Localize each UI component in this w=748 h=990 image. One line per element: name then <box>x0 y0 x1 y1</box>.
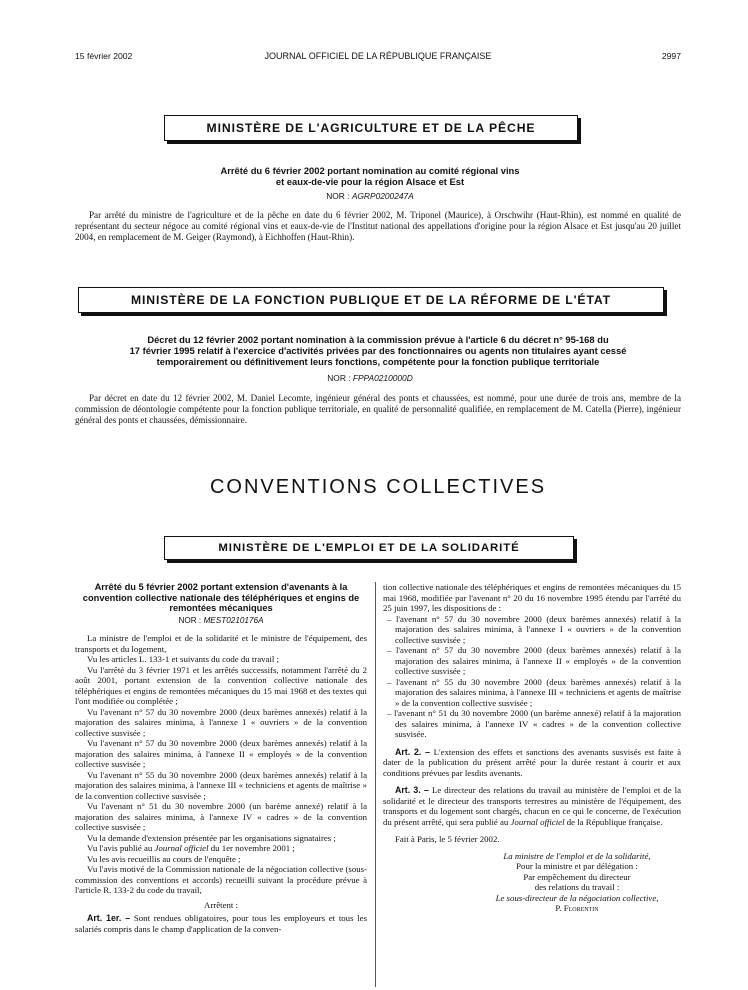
decret-title-line3: temporairement ou définitivement leurs fonctions, compétente pour la fonction publique territoriale <box>156 356 600 367</box>
paragraph: La ministre de l'emploi et de la solidarité et le ministre de l'équipement, des transports et du logement, <box>75 633 367 654</box>
list-item: – l'avenant n° 51 du 30 novembre 2000 (un barème annexé) relatif à la majoration des salaires minima, à l'annexe IV « cadres » de la convention collective susvisée. <box>387 708 681 739</box>
article-2-label: Art. 2. – <box>395 746 431 757</box>
signature-line2: Par empêchement du directeur <box>523 871 631 882</box>
article-1-label: Art. 1er. – <box>87 913 131 923</box>
ministry-emploi-title: MINISTÈRE DE L'EMPLOI ET DE LA SOLIDARITÉ <box>218 542 520 554</box>
arrete-agriculture-title-line1: Arrêté du 6 février 2002 portant nomination au comité régional vins <box>220 165 520 176</box>
nor-fonction-publique <box>150 373 590 383</box>
done-at: Fait à Paris, le 5 février 2002. <box>395 834 500 844</box>
nor-emploi <box>75 616 367 627</box>
decret-title-line2: 17 février 1995 relatif à l'exercice d'activités privées par des fonctionnaires ou agents non titulaires ayant cessé <box>129 345 627 356</box>
signature-role <box>383 893 681 904</box>
nor-agriculture <box>150 191 590 201</box>
nor-fonction-publique-code: FPPA0210000D <box>352 373 413 383</box>
header-page-number: 2997 <box>661 51 681 61</box>
signature-role-text: Le sous-directeur de la négociation collective, <box>495 892 659 903</box>
article-3-text-a: Le directeur des relations du travail au ministère de l'emploi et de la solidarité et le directeur des transports terrestres au ministère de l'équipement, des transports et du logement sont chargés, chacun en ce qui le concerne, de l'exécution du présent arrêté, qui sera publié au <box>383 785 681 827</box>
list-item: – l'avenant n° 55 du 30 novembre 2000 (deux barèmes annexés) relatif à la majoration des salaires minima, à l'annexe III « techniciens et agents de maîtrise » de la convention collective susvisée ; <box>387 676 681 708</box>
right-column <box>383 582 681 914</box>
signature-name <box>383 903 681 914</box>
ministry-agriculture-box <box>164 115 578 141</box>
paragraph: Vu l'avenant n° 55 du 30 novembre 2000 (deux barèmes annexés) relatif à la majoration des salaires minima, à l'annexe III « techniciens et agents de maîtrise » de la convention collective susvisée ; <box>75 769 367 801</box>
ministry-agriculture-title: MINISTÈRE DE L'AGRICULTURE ET DE LA PÊCHE <box>206 121 536 135</box>
nor-agriculture-code: AGRP0200247A <box>351 191 414 201</box>
nor-emploi-label: NOR : <box>178 615 202 625</box>
article-1-continued: tion collective nationale des téléphériques et engins de remontées mécaniques du 15 mai 1968, modifiée par l'avenant n° 20 du 16 novembre 1995 étendu par l'arrêté du 25 juin 1997, les dispositions de : <box>383 582 681 613</box>
page-header <box>75 51 681 65</box>
paragraph: Vu l'avenant n° 51 du 30 novembre 2000 (un barème annexé) relatif à la majoration des salaires minima, à l'annexe IV « cadres » de la convention collective susvisée ; <box>75 801 367 832</box>
signature-minister-text: La ministre de l'emploi et de la solidarité, <box>503 850 651 861</box>
article-3-label: Art. 3. – <box>395 785 429 795</box>
ministry-fonction-publique-box <box>78 287 664 313</box>
header-date: 15 février 2002 <box>75 51 133 61</box>
paragraph: Vu les avis recueillis au cours de l'enquête ; <box>87 853 241 864</box>
paragraph: Vu les articles L. 133-1 et suivants du code du travail ; <box>87 654 279 664</box>
avis-suffix: du 1er novembre 2001 ; <box>208 843 295 853</box>
arrete-emploi-title: Arrêté du 5 février 2002 portant extension d'avenants à la convention collective nationale des téléphériques et engins de remontées mécaniques <box>82 582 360 613</box>
arrete-agriculture-title <box>150 165 590 187</box>
paragraph: Vu l'avenant n° 57 du 30 novembre 2000 (deux barèmes annexés) relatif à la majoration des salaires minima, à l'annexe I « ouvriers » de la convention collective susvisée ; <box>75 706 367 738</box>
ministry-fonction-publique-title: MINISTÈRE DE LA FONCTION PUBLIQUE ET DE LA RÉFORME DE L'ÉTAT <box>130 293 612 307</box>
header-journal-title: JOURNAL OFFICIEL DE LA RÉPUBLIQUE FRANÇAISE <box>264 51 492 61</box>
decret-fonction-publique-body: Par décret en date du 12 février 2002, M. Daniel Lecomte, ingénieur général des ponts et chaussées, est nommé, pour une durée de trois ans, membre de la commission de déontologie compétente pour la fonction publique territoriale, en qualité de personnalité qualifiée, en remplacement de M. Catella (Pierre), ingénieur général des ponts et chaussées, démissionnaire. <box>75 393 681 425</box>
nor-emploi-code: MEST0210176A <box>203 615 264 625</box>
article-3-text-b: de la République française. <box>564 816 663 827</box>
section-title: CONVENTIONS COLLECTIVES <box>209 476 547 498</box>
signature-name-text: P. Florentin <box>555 903 599 913</box>
paragraph-avis <box>75 843 367 854</box>
list-item: – l'avenant n° 57 du 30 novembre 2000 (deux barèmes annexés) relatif à la majoration des salaires minima, à l'annexe I « ouvriers » de la convention collective susvisée ; <box>387 613 681 645</box>
signature-line1: Pour la ministre et par délégation : <box>516 861 638 871</box>
arretent-label: Arrêtent : <box>204 899 238 910</box>
paragraph: Vu l'avenant n° 57 du 30 novembre 2000 (deux barèmes annexés) relatif à la majoration des salaires minima, à l'annexe II « employés » de la convention collective susvisée ; <box>75 738 367 769</box>
article-3-journal: Journal officiel <box>510 816 565 827</box>
paragraph: Vu la demande d'extension présentée par les organisations signataires ; <box>87 832 336 843</box>
paragraph: Vu l'arrêté du 3 février 1971 et les arrêtés successifs, notamment l'arrêté du 2 août 2001, portant extension de la convention collective nationale des téléphériques et engins de remontées mécaniques du 15 mai 1968 et des textes qui l'ont modifiée ou complétée ; <box>75 664 367 706</box>
avis-journal: Journal officiel <box>154 843 209 853</box>
article-2 <box>383 747 681 779</box>
list-item: – l'avenant n° 57 du 30 novembre 2000 (deux barèmes annexés) relatif à la majoration des salaires minima, à l'annexe II « employés » de la convention collective susvisée ; <box>387 645 681 676</box>
column-divider <box>375 582 376 987</box>
arrete-agriculture-body: Par arrêté du ministre de l'agriculture et de la pêche en date du 6 février 2002, M. Triponel (Maurice), à Orschwihr (Haut-Rhin), est nommé en qualité de représentant du secteur négoce au comité régional vins et eaux-de-vie de l'Institut national des appellations d'origine pour la région Alsace et Est jusqu'au 20 juillet 2004, en remplacement de M. Geiger (Raymond), à Eichhoffen (Haut-Rhin). <box>75 210 681 242</box>
article-2-text: L'extension des effets et sanctions des avenants susvisés est faite à dater de la publication du présent arrêté pour la durée restant à courir et aux conditions prévues par lesdits avenants. <box>383 746 681 778</box>
article-1-text: Sont rendues obligatoires, pour tous les employeurs et tous les salariés compris dans le champ d'application de la conven- <box>75 913 367 934</box>
article-3 <box>383 785 681 827</box>
nor-agriculture-label: NOR : <box>326 191 350 201</box>
signature-line3: des relations du travail : <box>534 882 620 892</box>
left-column <box>75 582 367 934</box>
avis-prefix: Vu l'avis publié au <box>87 843 155 853</box>
article-1 <box>75 913 367 934</box>
arrete-agriculture-title-line2: et eaux-de-vie pour la région Alsace et Est <box>275 176 465 187</box>
nor-fonction-publique-label: NOR : <box>327 373 351 383</box>
ministry-emploi-box <box>164 536 574 560</box>
decret-title-line1: Décret du 12 février 2002 portant nomination à la commission prévue à l'article 6 du décret n° 95-168 du <box>147 334 609 345</box>
paragraph: Vu l'avis motivé de la Commission nationale de la négociation collective (sous-commission des conventions et accords) recueilli suivant la procédure prévue à l'article R. 133-2 du code du travail, <box>75 864 367 895</box>
signature-minister <box>383 851 681 862</box>
decret-fonction-publique-title <box>75 334 681 367</box>
